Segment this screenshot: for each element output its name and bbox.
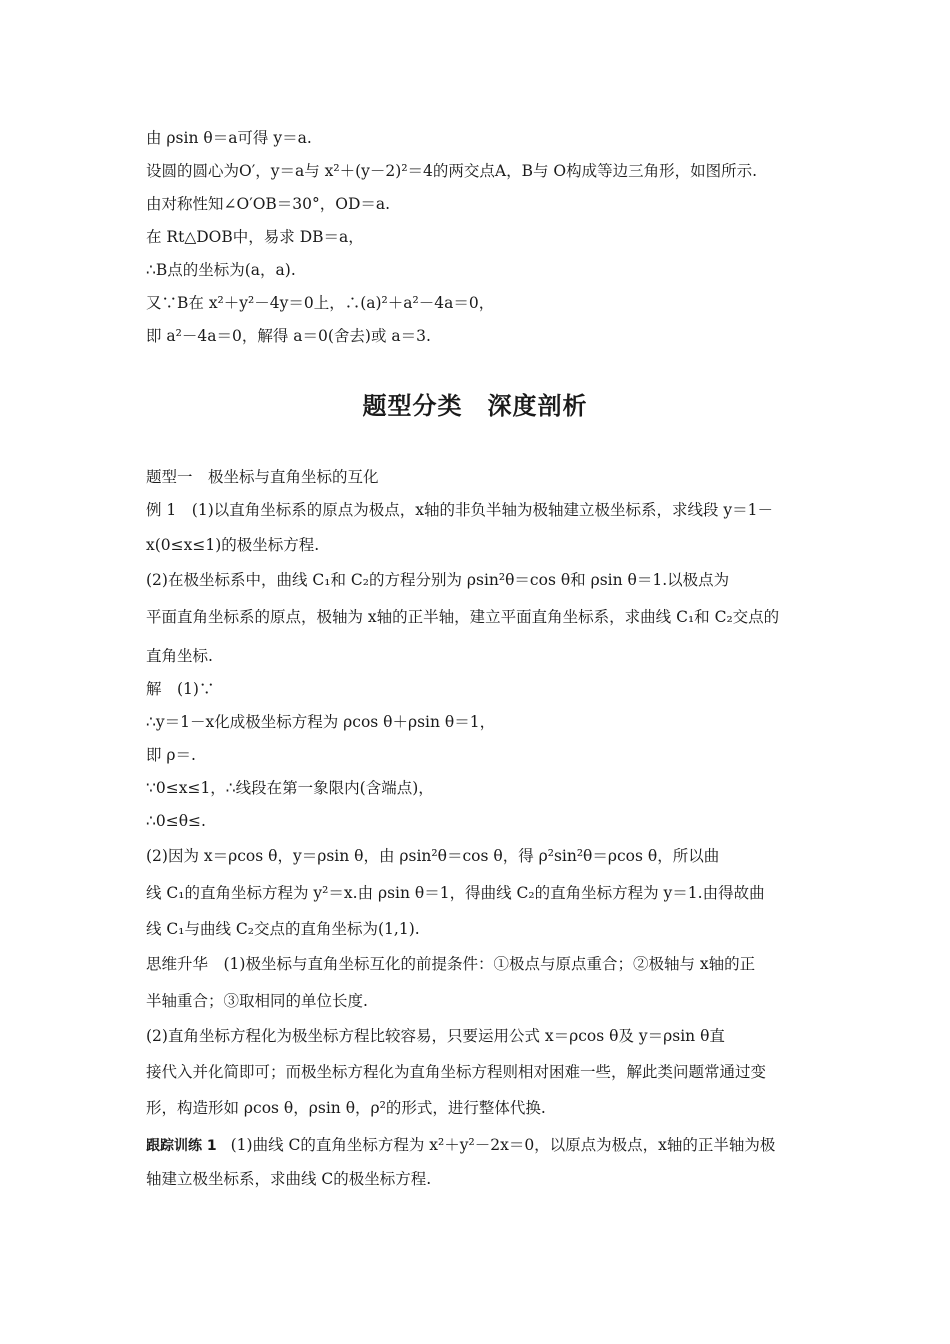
- section-heading: 题型分类 深度剖析: [362, 392, 588, 420]
- text-line: 由对称性知∠O′OB＝30°，OD＝a.: [146, 195, 391, 213]
- text-line: ∴0≤θ≤.: [146, 812, 206, 830]
- text-line: ∴B点的坐标为(a，a).: [146, 261, 296, 279]
- practice-line: [146, 1134, 810, 1157]
- text-line: 线 C₁与曲线 C₂交点的直角坐标为(1,1).: [146, 920, 420, 938]
- text-line: (2)直角坐标方程化为极坐标方程比较容易，只要运用公式 x＝ρcos θ及 y＝ρsin θ直: [146, 1027, 725, 1045]
- text-line: 形，构造形如 ρcos θ，ρsin θ，ρ²的形式，进行整体代换.: [146, 1099, 546, 1117]
- text-line: 轴建立极坐标系，求曲线 C的极坐标方程.: [146, 1170, 432, 1188]
- text-line: (2)在极坐标系中，曲线 C₁和 C₂的方程分别为 ρsin²θ＝cos θ和 ρsin θ＝1.以极点为: [146, 571, 730, 589]
- text-line: 即 ρ＝.: [146, 746, 196, 764]
- practice-tag: 跟踪训练 1: [146, 1138, 217, 1154]
- text-line: 设圆的圆心为O′，y＝a与 x²＋(y－2)²＝4的两交点A，B与 O构成等边三角形，如图所示.: [146, 162, 758, 180]
- text-line: 思维升华 (1)极坐标与直角坐标互化的前提条件：①极点与原点重合；②极轴与 x轴的正: [146, 955, 756, 973]
- text-line: 例 1 (1)以直角坐标系的原点为极点，x轴的非负半轴为极轴建立极坐标系，求线段 y＝1－: [146, 501, 774, 519]
- practice-text: (1)曲线 C的直角坐标方程为 x²＋y²－2x＝0，以原点为极点，x轴的正半轴为极: [230, 1136, 776, 1154]
- text-line: 又∵B在 x²＋y²－4y＝0上，∴(a)²＋a²－4a＝0，: [146, 294, 495, 312]
- text-line: (2)因为 x＝ρcos θ，y＝ρsin θ，由 ρsin²θ＝cos θ，得 ρ²sin²θ＝ρcos θ，所以曲: [146, 847, 720, 865]
- text-line: 在 Rt△DOB中，易求 DB＝a，: [146, 228, 364, 246]
- text-line: 由 ρsin θ＝a可得 y＝a.: [146, 129, 312, 147]
- text-line: ∵0≤x≤1，∴线段在第一象限内(含端点)，: [146, 779, 434, 797]
- text-line: 平面直角坐标系的原点，极轴为 x轴的正半轴，建立平面直角坐标系，求曲线 C₁和 C₂交点的: [146, 608, 780, 626]
- text-line: 线 C₁的直角坐标方程为 y²＝x.由 ρsin θ＝1，得曲线 C₂的直角坐标方程为 y＝1.由得故曲: [146, 884, 765, 902]
- text-line: 接代入并化简即可；而极坐标方程化为直角坐标方程则相对困难一些，解此类问题常通过变: [146, 1063, 767, 1081]
- text-line: 即 a²－4a＝0，解得 a＝0(舍去)或 a＝3.: [146, 327, 431, 345]
- text-line: x(0≤x≤1)的极坐标方程.: [146, 536, 320, 554]
- text-line: 直角坐标.: [146, 647, 213, 665]
- topic-title: 题型一 极坐标与直角坐标的互化: [146, 468, 379, 486]
- text-line: ∴y＝1－x化成极坐标方程为 ρcos θ＋ρsin θ＝1，: [146, 713, 496, 731]
- text-line: 半轴重合；③取相同的单位长度.: [146, 992, 368, 1010]
- text-line: 解 (1)∵: [146, 680, 215, 698]
